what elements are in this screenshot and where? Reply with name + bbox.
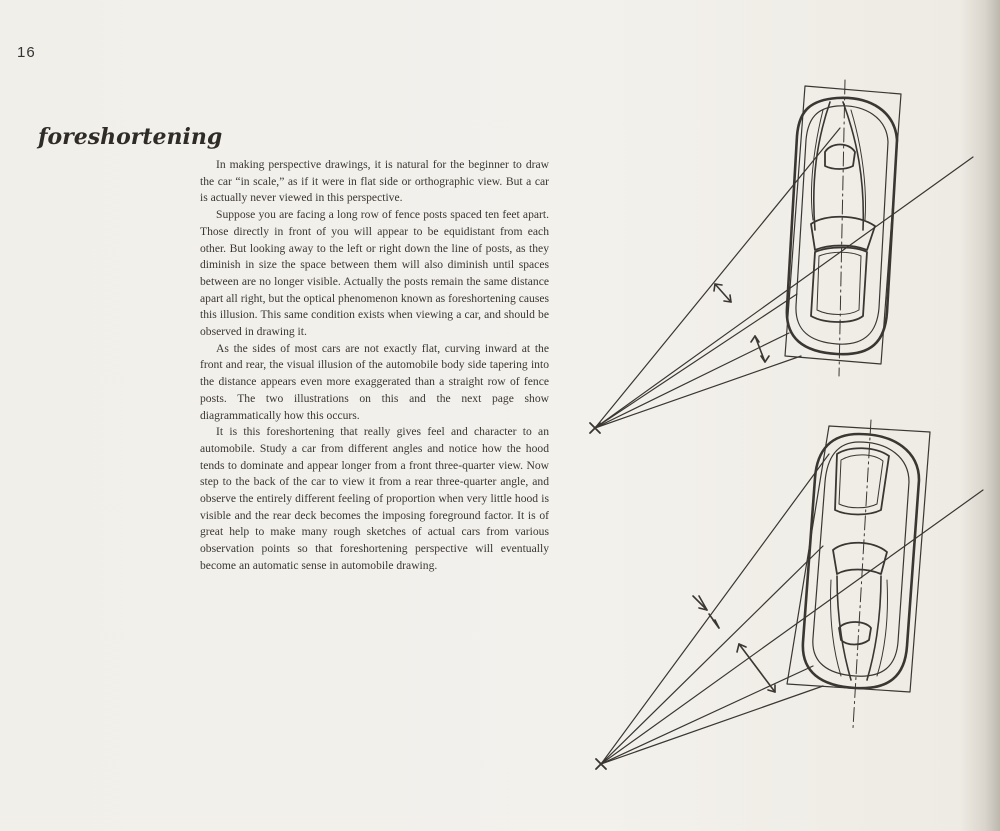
foreshortening-illustrations [575,80,995,780]
top-viewpoint-mark [590,423,600,433]
top-car-perspective-diagram [590,80,973,433]
paragraph-1: In making perspective drawings, it is natural for the beginner to draw the car “in scale,” as if it were in flat side or orthographic view. But a car is actually never viewed in this perspective. [200,158,549,205]
bottom-car-scoop [839,622,871,645]
bottom-sight-line-1 [601,490,983,764]
page-title: foreshortening [38,124,223,150]
paragraph-3: As the sides of most cars are not exactly flat, curving inward at the front and rear, the visual illusion of the automobile body side tapering into the distance appears even more exaggerated than a straight row of fence posts. The two illustrations on this and the next page show diagrammatically how this occurs. [200,341,549,422]
top-car-scoop [825,145,855,170]
top-sight-line-1 [595,157,973,428]
bottom-car-window [833,543,887,574]
bottom-car-roof [835,448,889,514]
bottom-viewpoint-mark [596,759,606,769]
paragraph-4: It is this foreshortening that really gives feel and character to an automobile. Study a car from different angles and notice how the hood tends to dominate and appear longer from a front three-quarter view. Now step to the back of the car to view it from a rear three-quarter angle, and observe the entirely different feeling of proportion when very little hood is visible and the rear deck becomes the imposing foreground factor. It is of great help to make many rough sketches of actual cars from various observation points so that foreshortening perspective will eventually become an automatic sense in automobile drawing. [200,425,549,572]
page-number: 16 [17,44,36,61]
top-car-windshield [811,217,875,250]
bottom-car-perspective-diagram [596,420,983,769]
bottom-car-body [803,434,919,688]
bottom-dimension-arrows [693,596,775,692]
top-centerline [839,80,845,376]
body-text [200,157,549,575]
paragraph-2: Suppose you are facing a long row of fence posts spaced ten feet apart. Those directly in front of you will appear to be equidistant from each other. But looking away to the left or right down the line of posts, as they diminish in size the space between them will also diminish until spaces between are no longer visible. Actually the posts remain the same distance apart all right, but the optical phenomenon known as foreshortening causes this illusion. This same condition exists when viewing a car, and should be observed in drawing it. [200,208,549,339]
bottom-centerline [853,420,871,728]
illustrations-svg [575,80,995,780]
